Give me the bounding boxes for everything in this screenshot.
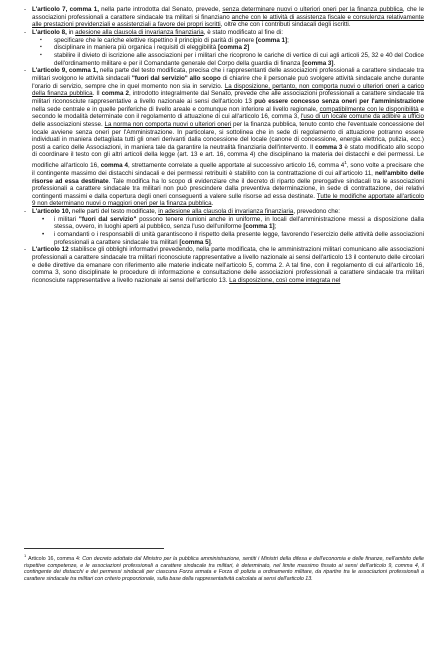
footnote-ref[interactable]: 1	[344, 160, 347, 166]
text: possono tenere riunioni anche in uniforme, in locali dell'amministrazione messi a disposizione dalla stessa, ovvero, in luoghi aperti al pubblico, senza l'uso dell'uniforme	[54, 215, 425, 231]
footnote-divider	[24, 548, 164, 549]
article-8-heading: L'articolo 8,	[32, 28, 67, 36]
text: , prevedono che:	[293, 208, 340, 216]
underlined-text: La disposizione, così come integrata nel	[229, 277, 341, 285]
underlined-text: in adesione alla clausola di invarianza finanziaria	[158, 208, 294, 216]
comma-ref: [comma 2]	[217, 44, 250, 52]
text: , è stato modificato al fine di:	[203, 28, 283, 36]
underlined-text: La norma non comporta nuovi o ulteriori oneri	[104, 120, 232, 128]
text: ;	[274, 223, 277, 231]
underlined-text: compatibilmente con le disponibilità	[319, 105, 419, 113]
text: ;	[287, 36, 289, 44]
bold-text: nell'ambito delle risorse ad essa destinate	[32, 169, 425, 185]
underlined-text: anche con le attività di assistenza fiscale e consulenza relativamente alle prestazioni previdenziali e assistenziali a favore dei propri iscritti	[32, 13, 424, 29]
text: nella parte introdotta dal Senato, prevede,	[98, 6, 223, 13]
text: . Il	[92, 90, 102, 98]
paragraph-article-12	[24, 246, 424, 284]
text: i militari	[54, 215, 79, 223]
comma-ref: [comma 1]	[255, 36, 288, 44]
text: , strettamente correlate a quelle apportate al successivo articolo 16, comma 4	[127, 162, 345, 170]
bold-text: "fuori dal servizio"	[78, 215, 137, 223]
underlined-text: senza determinare nuovi o ulteriori oneri per la finanza pubblica	[222, 6, 403, 13]
text: , introdotto integralmente dal Senato, prevede che alle associazioni professionali a carattere sindacale tra militari riconosciute rappresentative a livello nazionale ai sensi dell'articolo 13	[32, 90, 424, 105]
text: è stato modificato allo scopo di coordinare il testo con gli altri articoli della legge (art. 13 e art. 16, comma 4) che disciplinano la materia dei distacchi e dei permessi. Le modifiche all'articolo 16,	[32, 143, 424, 170]
text: per la finanza pubblica, tenuto conto che l'eventuale concessione del locale avviene senza oneri per l'Amministrazione. In particolare, si sottolinea che in sede di regolamento di attuazione potranno essere individuati in maniera dettagliata tutti gli oneri derivanti dalla concessione del locale (canone di concessione, energia elettrica, pulizia, ecc.) posti a carico delle Associazioni, in maniera tale da garantire la neutralità finanziaria dell'intervento. Il	[32, 120, 424, 151]
underlined-text: La disposizione, pertanto, non comporta nuovi o ulteriori oneri a carico della finanza pubblica	[32, 82, 424, 98]
text: nelle parti del testo modificate,	[70, 208, 159, 216]
text: i comandanti o i responsabili di unità garantiscono il rispetto della presente legge, favorendo l'esercizio delle attività delle associazioni professionali a carattere sindacale tra militari	[54, 231, 424, 246]
bold-text: comma 3	[315, 143, 343, 151]
list-item	[24, 231, 424, 246]
paragraph-article-9	[24, 67, 424, 208]
bold-text: può essere concesso senza oneri per l'amministrazione	[254, 97, 424, 105]
bold-text: comma 2	[101, 90, 129, 98]
text: .	[211, 200, 214, 208]
text: , che le associazioni professionali a carattere sindacale tra militari si finanziano	[32, 6, 425, 21]
text: specificare che le cariche elettive rispettino il principio di parità di genere	[54, 36, 256, 44]
list-item	[24, 52, 424, 67]
bold-text: comma 4	[100, 162, 128, 170]
list-item	[24, 44, 424, 52]
comma-ref: [comma 1]	[243, 223, 275, 231]
article-9-heading: L'articolo 9, comma 1,	[32, 67, 98, 75]
text: , sono volte a precisare che il contingente massimo dei distacchi sindacali e dei permessi retribuiti è stabilito con la contrattazione di cui all'articolo 11,	[32, 162, 424, 177]
footnote-text: Con decreto adottato dal Ministro per la pubblica amministrazione, sentiti i Ministri della difesa e dell'economia e delle finanze, nell'ambito delle rispettive competenze, e le associazioni professionali a carattere sindacale tra militari, è determinato, nel limite massimo fissato ai sensi dell'articolo 9, comma 4, il contingente dei distacchi e dei permessi sindacali per ciascuna Forza armata e Forza di polizia a ordinamento militare, da ripartire tra le associazioni professionali a carattere sindacale tra militari con criterio proporzionale, sulla base della rappresentatività calcolata ai sensi dell'articolo 13.	[24, 555, 424, 583]
text: nella parte del testo modificata, precisa che i rappresentanti delle associazioni professionali a carattere sindacale tra militari svolgono le attività sindacali	[32, 67, 424, 82]
footnote-label: Articolo 16, comma 4:	[28, 555, 81, 562]
footnote	[24, 553, 424, 583]
text: , oltre che con i contributi sindacali degli iscritti.	[220, 21, 351, 29]
text: stabilisce gli obblighi informativi prevedendo, nella parte modificata, che le amministrazioni militari comunicano alle associazioni professionali a carattere sindacale tra militari riconosciute rappresentative a livello nazionale ai sensi dell'articolo 13 il contenuto delle circolari e delle direttive da emanare con riferimento alle materie indicate nell'articolo 5, comma 2. A tal fine, con il regolamento di cui all'articolo 16, comma 3, sono disciplinate le procedure di informazione e consultazione delle associazioni professionali a carattere sindacale tra militari riconosciute rappresentative a livello nazionale ai sensi dell'articolo 13.	[32, 246, 424, 285]
list-item	[24, 216, 424, 231]
text: . Tale modifica ha lo scopo di evidenziare che il decreto di riparto delle prerogative sindacali tra le associazioni professionali a carattere sindacale tra militari non può prescindere dalla preventiva determinazione, in sede di contrattazione, dei relativi contingenti massimi e dalla copertura degli oneri conseguenti a valere sulle risorse ad essa destinate.	[32, 177, 424, 200]
text: stabilire il divieto di iscrizione alle associazioni per i militari che ricoprono le cariche di vertice di cui agli articoli 25, 32 e 40 del Codice dell'ordinamento militare e per il Comandante generale del Corpo della guardia di finanza	[54, 51, 424, 67]
text: disciplinare in maniera più organica i requisiti di eleggibilità	[54, 44, 218, 52]
text: delle associazioni stesse.	[32, 120, 105, 128]
text: e secondo le modalità determinate con il regolamento di attuazione di cui all'articolo 16, comma 3,	[32, 105, 425, 121]
text: .	[210, 238, 213, 246]
article-10-heading: L'articolo 10,	[32, 208, 71, 216]
underlined-text: Tutte le modifiche apportate all'articolo 9 non determinano nuovi o maggiori oneri per la finanza pubblica	[32, 192, 425, 208]
article-7-heading: L'articolo 7, comma 1,	[32, 6, 99, 13]
paragraph-article-7	[24, 6, 424, 29]
document-body	[24, 6, 424, 285]
footnote-number: 1	[24, 553, 27, 558]
underlined-text: l'uso di un locale comune da adibire a ufficio	[300, 113, 424, 121]
article-12-heading: L'articolo 12	[32, 246, 69, 254]
comma-ref: [comma 5]	[179, 238, 211, 246]
list-item	[24, 37, 424, 45]
text: di chiarire che il personale può svolgere attività sindacale anche durante l'orario di servizio, sempre che in quel momento non sia in servizio.	[32, 74, 424, 90]
text: .	[333, 59, 336, 67]
bold-text: "fuori dal servizio" allo scopo	[131, 74, 221, 82]
comma-ref: [comma 3]	[302, 59, 334, 67]
underlined-text: adesione alla clausola di invarianza finanziaria	[75, 28, 204, 36]
paragraph-article-10	[24, 208, 424, 216]
paragraph-article-8	[24, 29, 424, 37]
text: nella sede centrale e in quelle periferiche di livello areale e comunque non inferiore al livello regionale,	[32, 105, 320, 113]
text: in	[66, 28, 76, 36]
